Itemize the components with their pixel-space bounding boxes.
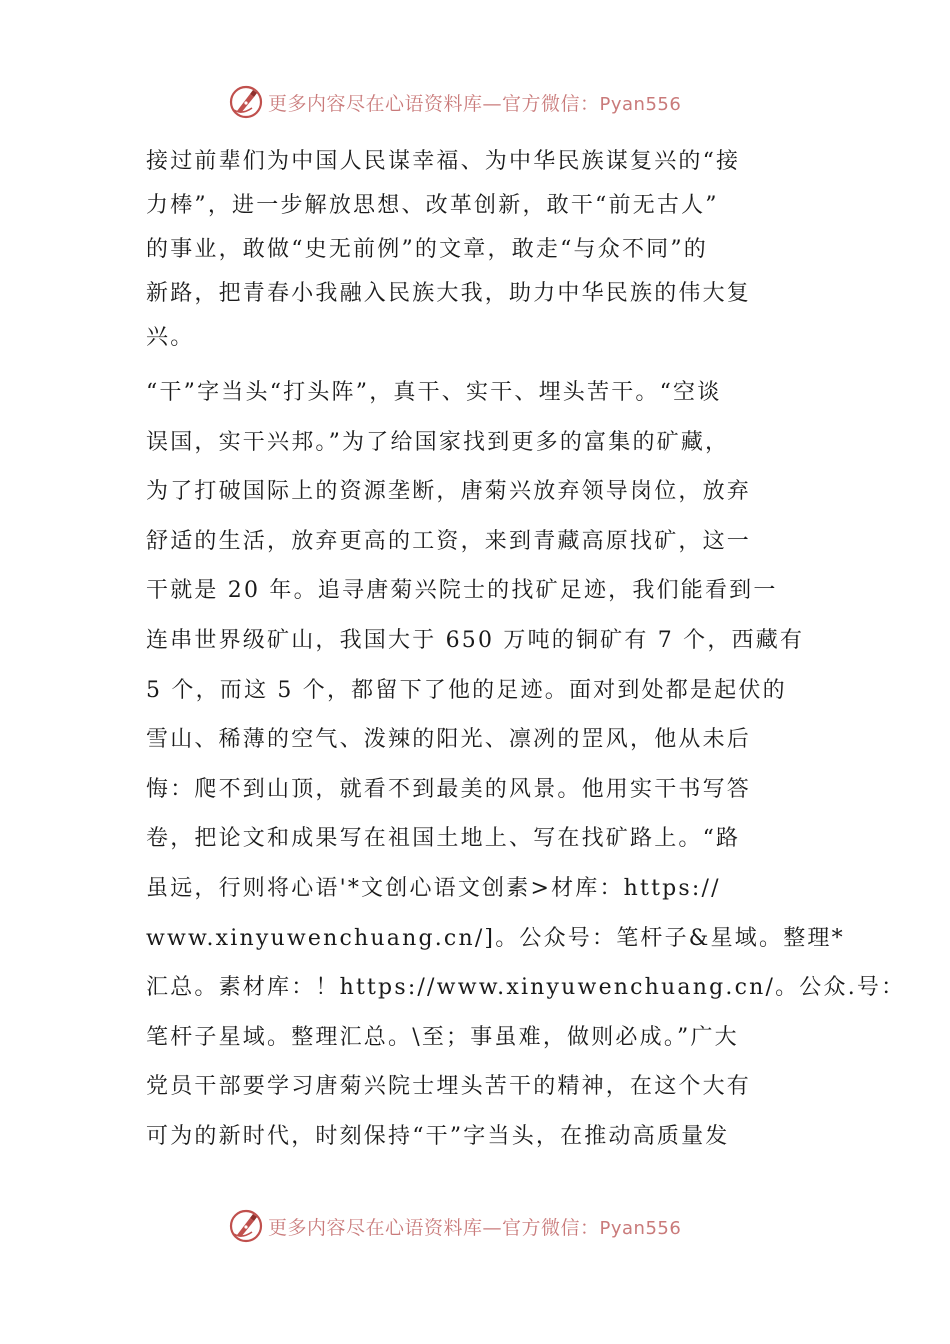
text-line: 雪山、稀薄的空气、泼辣的阳光、凛冽的罡风，他从未后 xyxy=(146,727,752,753)
text-line: 5 个，而这 5 个，都留下了他的足迹。面对到处都是起伏的 xyxy=(146,677,787,703)
text-line: 的事业，敢做“史无前例”的文章，敢走“与众不同”的 xyxy=(146,237,708,262)
text-line: 误国，实干兴邦。”为了给国家找到更多的富集的矿藏， xyxy=(146,429,730,455)
document-body xyxy=(146,140,906,1162)
text-line: 为了打破国际上的资源垄断，唐菊兴放弃领导岗位，放弃 xyxy=(146,479,752,505)
text-line: 悔：爬不到山顶，就看不到最美的风景。他用实干书写答 xyxy=(146,776,752,802)
watermark-label: 更多内容尽在心语资料库—官方微信： xyxy=(268,1216,600,1239)
pen-nib-icon xyxy=(228,84,264,120)
text-line: 可为的新时代，时刻保持“干”字当头，在推动高质量发 xyxy=(146,1123,730,1149)
text-line: 汇总。素材库：！https://www.xinyuwenchuang.cn/。公众.号： xyxy=(146,975,906,1001)
pen-nib-icon xyxy=(228,1208,264,1244)
text-line: 卷，把论文和成果写在祖国土地上、写在找矿路上。“路 xyxy=(146,826,741,852)
paragraph-1 xyxy=(146,140,814,360)
watermark-wechat-id: Pyan556 xyxy=(599,1217,682,1239)
text-line: 新路，把青春小我融入民族大我，助力中华民族的伟大复 xyxy=(146,281,752,306)
text-line: www.xinyuwenchuang.cn/]。公众号：笔杆子&星域。整理* xyxy=(146,925,845,951)
text-line: 党员干部要学习唐菊兴院士埋头苦干的精神，在这个大有 xyxy=(146,1074,752,1100)
text-line: 虽远，行则将心语'*文创心语文创素>材库：https:// xyxy=(146,875,721,901)
footer-watermark xyxy=(228,1208,681,1244)
watermark-text xyxy=(268,1213,681,1240)
watermark-label: 更多内容尽在心语资料库—官方微信： xyxy=(268,92,600,115)
text-line: 接过前辈们为中国人民谋幸福、为中华民族谋复兴的“接 xyxy=(146,149,741,174)
text-line: 干就是 20 年。追寻唐菊兴院士的找矿足迹，我们能看到一 xyxy=(146,578,778,604)
text-line: 兴。 xyxy=(146,325,195,350)
paragraph-2 xyxy=(146,368,906,1162)
watermark-text xyxy=(268,89,681,116)
text-line: “干”字当头“打头阵”，真干、实干、埋头苦干。“空谈 xyxy=(146,380,722,405)
text-line: 笔杆子星域。整理汇总。\至；事虽难，做则必成。”广大 xyxy=(146,1024,739,1050)
watermark-wechat-id: Pyan556 xyxy=(599,93,682,115)
text-line: 力棒”，进一步解放思想、改革创新，敢干“前无古人” xyxy=(146,193,719,218)
header-watermark xyxy=(228,84,681,120)
text-line: 舒适的生活，放弃更高的工资，来到青藏高原找矿，这一 xyxy=(146,528,752,554)
text-line: 连串世界级矿山，我国大于 650 万吨的铜矿有 7 个，西藏有 xyxy=(146,627,805,653)
